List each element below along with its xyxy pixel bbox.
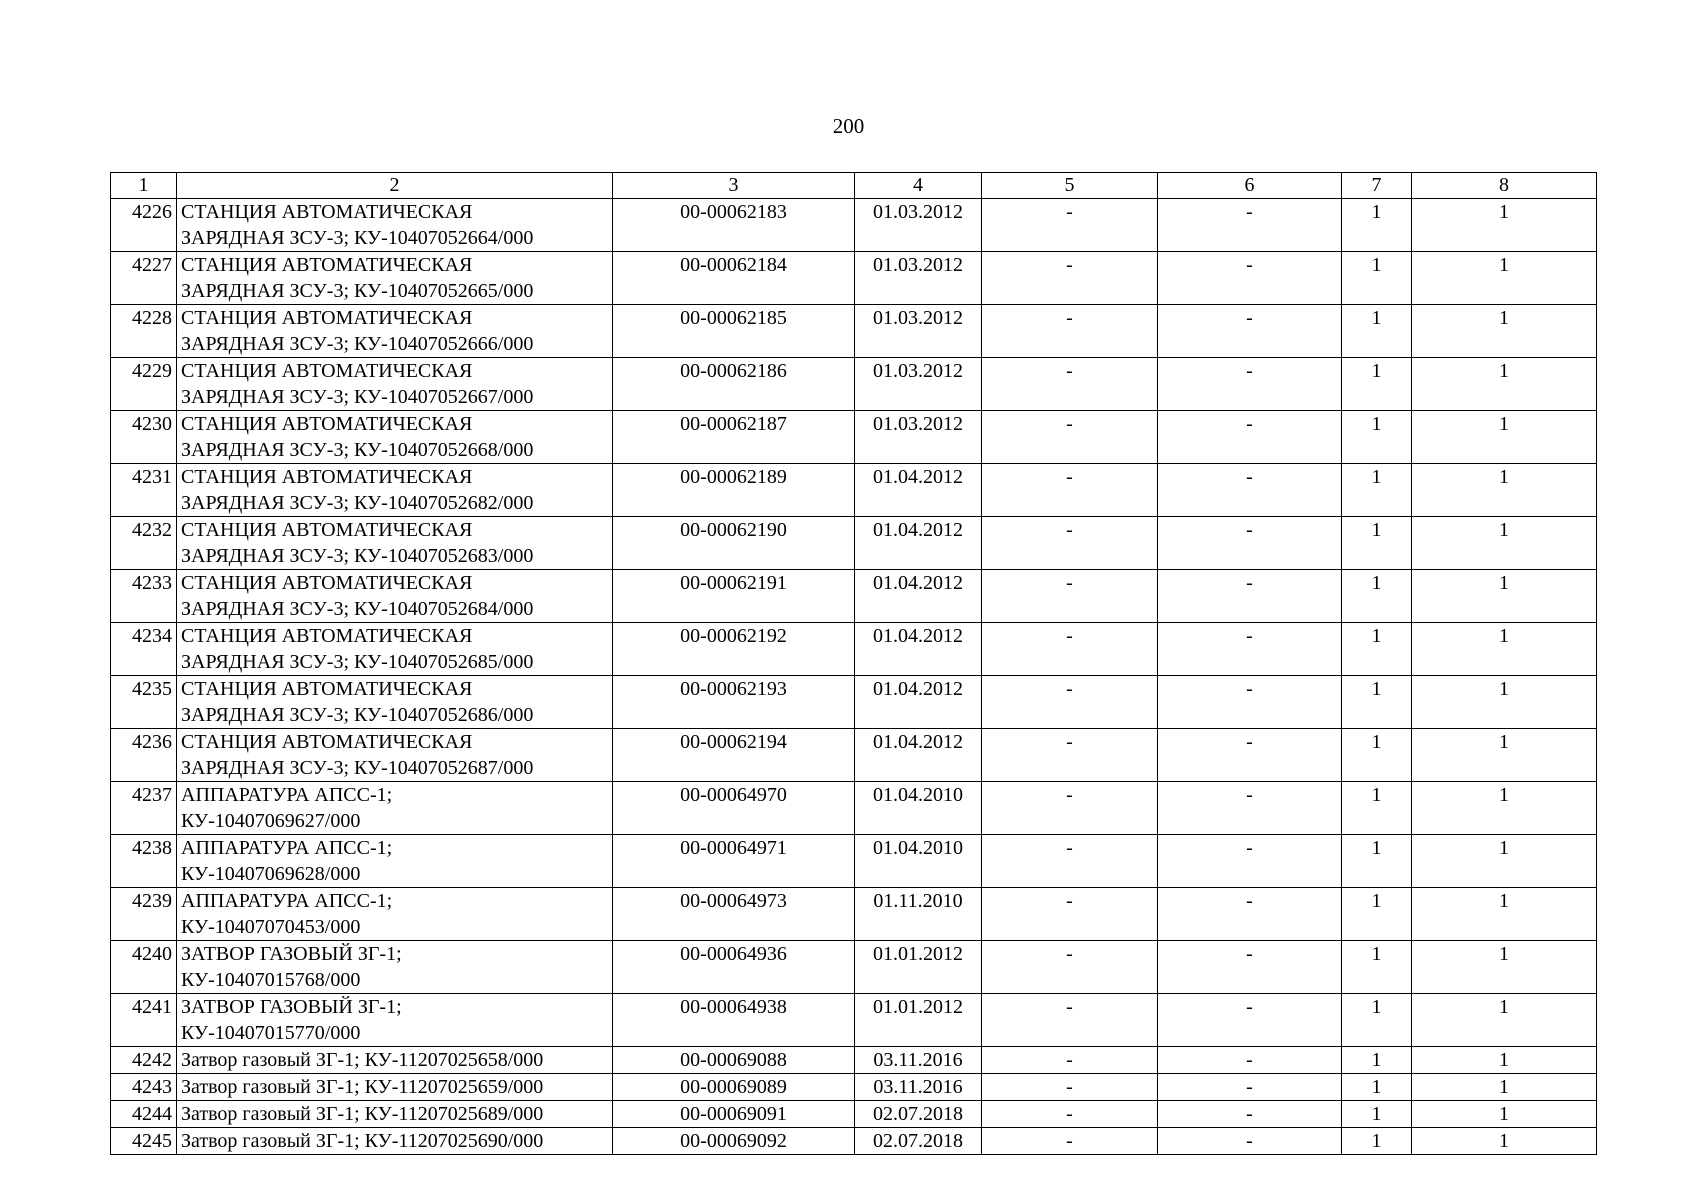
item-name-line: ЗАРЯДНАЯ ЗСУ-3; КУ-10407052668/000	[181, 439, 534, 461]
item-name	[177, 1074, 613, 1101]
row-number: 4233	[111, 570, 177, 623]
column-7-value: 1	[1342, 1128, 1412, 1155]
item-name	[177, 252, 613, 305]
column-5-value: -	[982, 941, 1158, 994]
row-number: 4240	[111, 941, 177, 994]
commission-date: 01.04.2012	[855, 676, 982, 729]
column-header-2: 2	[177, 173, 613, 199]
column-5-value: -	[982, 464, 1158, 517]
column-5-value: -	[982, 729, 1158, 782]
item-name-line: КУ-10407015770/000	[181, 1022, 361, 1044]
column-5-value: -	[982, 676, 1158, 729]
column-8-value: 1	[1412, 199, 1597, 252]
item-name-line: СТАНЦИЯ АВТОМАТИЧЕСКАЯ	[181, 572, 473, 594]
inventory-code: 00-00062192	[613, 623, 855, 676]
column-5-value: -	[982, 517, 1158, 570]
commission-date: 01.04.2012	[855, 570, 982, 623]
row-number: 4229	[111, 358, 177, 411]
column-header-3: 3	[613, 173, 855, 199]
commission-date: 01.04.2010	[855, 835, 982, 888]
item-name-line: СТАНЦИЯ АВТОМАТИЧЕСКАЯ	[181, 678, 473, 700]
column-5-value: -	[982, 411, 1158, 464]
item-name-line: СТАНЦИЯ АВТОМАТИЧЕСКАЯ	[181, 519, 473, 541]
item-name	[177, 1101, 613, 1128]
column-5-value: -	[982, 570, 1158, 623]
column-header-1: 1	[111, 173, 177, 199]
item-name-line: АППАРАТУРА АПСС-1;	[181, 890, 393, 912]
column-7-value: 1	[1342, 252, 1412, 305]
column-8-value: 1	[1412, 1101, 1597, 1128]
column-6-value: -	[1158, 729, 1342, 782]
column-header-5: 5	[982, 173, 1158, 199]
column-7-value: 1	[1342, 411, 1412, 464]
column-6-value: -	[1158, 517, 1342, 570]
column-5-value: -	[982, 358, 1158, 411]
column-7-value: 1	[1342, 729, 1412, 782]
commission-date: 01.03.2012	[855, 252, 982, 305]
column-5-value: -	[982, 252, 1158, 305]
item-name	[177, 464, 613, 517]
column-6-value: -	[1158, 305, 1342, 358]
column-6-value: -	[1158, 199, 1342, 252]
header-row	[111, 173, 1597, 199]
item-name	[177, 517, 613, 570]
column-8-value: 1	[1412, 305, 1597, 358]
commission-date: 01.01.2012	[855, 941, 982, 994]
column-8-value: 1	[1412, 517, 1597, 570]
table-row	[111, 411, 1597, 464]
table-row	[111, 305, 1597, 358]
item-name	[177, 358, 613, 411]
column-6-value: -	[1158, 1128, 1342, 1155]
item-name-line: ЗАТВОР ГАЗОВЫЙ ЗГ-1;	[181, 943, 402, 965]
inventory-code: 00-00069089	[613, 1074, 855, 1101]
column-7-value: 1	[1342, 623, 1412, 676]
table-row	[111, 199, 1597, 252]
column-8-value: 1	[1412, 941, 1597, 994]
column-5-value: -	[982, 1047, 1158, 1074]
inventory-code: 00-00062183	[613, 199, 855, 252]
inventory-code: 00-00062185	[613, 305, 855, 358]
row-number: 4235	[111, 676, 177, 729]
inventory-code: 00-00064938	[613, 994, 855, 1047]
commission-date: 01.11.2010	[855, 888, 982, 941]
row-number: 4236	[111, 729, 177, 782]
item-name-line: ЗАРЯДНАЯ ЗСУ-3; КУ-10407052684/000	[181, 598, 534, 620]
column-7-value: 1	[1342, 835, 1412, 888]
table-row	[111, 358, 1597, 411]
inventory-code: 00-00062187	[613, 411, 855, 464]
item-name-line: СТАНЦИЯ АВТОМАТИЧЕСКАЯ	[181, 413, 473, 435]
table-row	[111, 252, 1597, 305]
commission-date: 01.03.2012	[855, 358, 982, 411]
table-row	[111, 888, 1597, 941]
commission-date: 01.03.2012	[855, 199, 982, 252]
column-7-value: 1	[1342, 464, 1412, 517]
column-6-value: -	[1158, 994, 1342, 1047]
inventory-code: 00-00062186	[613, 358, 855, 411]
row-number: 4227	[111, 252, 177, 305]
item-name	[177, 729, 613, 782]
item-name-line: ЗАТВОР ГАЗОВЫЙ ЗГ-1;	[181, 996, 402, 1018]
column-8-value: 1	[1412, 888, 1597, 941]
column-5-value: -	[982, 623, 1158, 676]
column-6-value: -	[1158, 941, 1342, 994]
column-7-value: 1	[1342, 888, 1412, 941]
item-name	[177, 623, 613, 676]
column-5-value: -	[982, 305, 1158, 358]
item-name	[177, 305, 613, 358]
inventory-code: 00-00062193	[613, 676, 855, 729]
column-7-value: 1	[1342, 994, 1412, 1047]
item-name-line: ЗАРЯДНАЯ ЗСУ-3; КУ-10407052664/000	[181, 227, 534, 249]
commission-date: 01.04.2012	[855, 517, 982, 570]
table-row	[111, 570, 1597, 623]
column-7-value: 1	[1342, 358, 1412, 411]
column-header-6: 6	[1158, 173, 1342, 199]
item-name	[177, 941, 613, 994]
column-6-value: -	[1158, 888, 1342, 941]
column-6-value: -	[1158, 782, 1342, 835]
table-header	[111, 173, 1597, 199]
column-6-value: -	[1158, 623, 1342, 676]
column-5-value: -	[982, 199, 1158, 252]
row-number: 4243	[111, 1074, 177, 1101]
column-8-value: 1	[1412, 1074, 1597, 1101]
item-name-line: ЗАРЯДНАЯ ЗСУ-3; КУ-10407052683/000	[181, 545, 534, 567]
row-number: 4228	[111, 305, 177, 358]
row-number: 4237	[111, 782, 177, 835]
column-6-value: -	[1158, 570, 1342, 623]
column-7-value: 1	[1342, 1101, 1412, 1128]
item-name	[177, 199, 613, 252]
column-6-value: -	[1158, 464, 1342, 517]
column-7-value: 1	[1342, 570, 1412, 623]
item-name-line: СТАНЦИЯ АВТОМАТИЧЕСКАЯ	[181, 625, 473, 647]
row-number: 4245	[111, 1128, 177, 1155]
column-6-value: -	[1158, 1074, 1342, 1101]
table-row	[111, 1128, 1597, 1155]
item-name	[177, 1047, 613, 1074]
column-7-value: 1	[1342, 305, 1412, 358]
column-8-value: 1	[1412, 252, 1597, 305]
commission-date: 01.04.2012	[855, 729, 982, 782]
column-7-value: 1	[1342, 941, 1412, 994]
table-row	[111, 835, 1597, 888]
column-5-value: -	[982, 1101, 1158, 1128]
column-8-value: 1	[1412, 570, 1597, 623]
item-name-line: СТАНЦИЯ АВТОМАТИЧЕСКАЯ	[181, 466, 473, 488]
inventory-code: 00-00064971	[613, 835, 855, 888]
item-name-line: Затвор газовый ЗГ-1; КУ-11207025659/000	[181, 1076, 544, 1098]
item-name	[177, 1128, 613, 1155]
column-5-value: -	[982, 888, 1158, 941]
item-name-line: ЗАРЯДНАЯ ЗСУ-3; КУ-10407052685/000	[181, 651, 534, 673]
column-7-value: 1	[1342, 782, 1412, 835]
column-header-8: 8	[1412, 173, 1597, 199]
item-name-line: КУ-10407069627/000	[181, 810, 361, 832]
column-6-value: -	[1158, 358, 1342, 411]
item-name-line: Затвор газовый ЗГ-1; КУ-11207025658/000	[181, 1049, 544, 1071]
commission-date: 02.07.2018	[855, 1101, 982, 1128]
column-8-value: 1	[1412, 676, 1597, 729]
column-5-value: -	[982, 1128, 1158, 1155]
column-5-value: -	[982, 835, 1158, 888]
commission-date: 03.11.2016	[855, 1074, 982, 1101]
table-row	[111, 1101, 1597, 1128]
column-6-value: -	[1158, 676, 1342, 729]
table-row	[111, 1074, 1597, 1101]
row-number: 4244	[111, 1101, 177, 1128]
row-number: 4226	[111, 199, 177, 252]
column-6-value: -	[1158, 1047, 1342, 1074]
column-5-value: -	[982, 994, 1158, 1047]
inventory-code: 00-00069088	[613, 1047, 855, 1074]
row-number: 4242	[111, 1047, 177, 1074]
item-name	[177, 888, 613, 941]
table-row	[111, 1047, 1597, 1074]
item-name-line: СТАНЦИЯ АВТОМАТИЧЕСКАЯ	[181, 360, 473, 382]
item-name	[177, 994, 613, 1047]
register-table	[110, 172, 1597, 1155]
table-row	[111, 994, 1597, 1047]
table-row	[111, 729, 1597, 782]
inventory-code: 00-00062189	[613, 464, 855, 517]
column-7-value: 1	[1342, 199, 1412, 252]
inventory-code: 00-00069091	[613, 1101, 855, 1128]
page-number: 200	[832, 114, 865, 138]
table-row	[111, 941, 1597, 994]
table-body	[111, 199, 1597, 1155]
commission-date: 01.04.2012	[855, 623, 982, 676]
item-name-line: ЗАРЯДНАЯ ЗСУ-3; КУ-10407052682/000	[181, 492, 534, 514]
item-name-line: СТАНЦИЯ АВТОМАТИЧЕСКАЯ	[181, 307, 473, 329]
item-name-line: ЗАРЯДНАЯ ЗСУ-3; КУ-10407052666/000	[181, 333, 534, 355]
item-name-line: АППАРАТУРА АПСС-1;	[181, 784, 393, 806]
column-8-value: 1	[1412, 1047, 1597, 1074]
item-name-line: ЗАРЯДНАЯ ЗСУ-3; КУ-10407052665/000	[181, 280, 534, 302]
column-7-value: 1	[1342, 676, 1412, 729]
row-number: 4230	[111, 411, 177, 464]
commission-date: 03.11.2016	[855, 1047, 982, 1074]
table-row	[111, 623, 1597, 676]
item-name-line: ЗАРЯДНАЯ ЗСУ-3; КУ-10407052686/000	[181, 704, 534, 726]
column-8-value: 1	[1412, 1128, 1597, 1155]
commission-date: 01.01.2012	[855, 994, 982, 1047]
inventory-code: 00-00062194	[613, 729, 855, 782]
column-8-value: 1	[1412, 729, 1597, 782]
row-number: 4241	[111, 994, 177, 1047]
item-name-line: КУ-10407015768/000	[181, 969, 361, 991]
column-8-value: 1	[1412, 411, 1597, 464]
table-row	[111, 782, 1597, 835]
inventory-code: 00-00062191	[613, 570, 855, 623]
row-number: 4232	[111, 517, 177, 570]
item-name	[177, 782, 613, 835]
item-name-line: КУ-10407069628/000	[181, 863, 361, 885]
column-7-value: 1	[1342, 517, 1412, 570]
column-8-value: 1	[1412, 464, 1597, 517]
column-8-value: 1	[1412, 835, 1597, 888]
column-5-value: -	[982, 782, 1158, 835]
row-number: 4231	[111, 464, 177, 517]
row-number: 4234	[111, 623, 177, 676]
item-name-line: АППАРАТУРА АПСС-1;	[181, 837, 393, 859]
column-8-value: 1	[1412, 994, 1597, 1047]
column-7-value: 1	[1342, 1047, 1412, 1074]
table-row	[111, 676, 1597, 729]
column-6-value: -	[1158, 1101, 1342, 1128]
column-header-4: 4	[855, 173, 982, 199]
inventory-code: 00-00064970	[613, 782, 855, 835]
item-name-line: Затвор газовый ЗГ-1; КУ-11207025689/000	[181, 1103, 544, 1125]
commission-date: 01.03.2012	[855, 305, 982, 358]
item-name-line: КУ-10407070453/000	[181, 916, 361, 938]
column-8-value: 1	[1412, 358, 1597, 411]
row-number: 4238	[111, 835, 177, 888]
inventory-code: 00-00062190	[613, 517, 855, 570]
column-5-value: -	[982, 1074, 1158, 1101]
commission-date: 01.03.2012	[855, 411, 982, 464]
inventory-code: 00-00062184	[613, 252, 855, 305]
item-name-line: СТАНЦИЯ АВТОМАТИЧЕСКАЯ	[181, 254, 473, 276]
inventory-code: 00-00064973	[613, 888, 855, 941]
item-name	[177, 570, 613, 623]
commission-date: 01.04.2012	[855, 464, 982, 517]
item-name-line: СТАНЦИЯ АВТОМАТИЧЕСКАЯ	[181, 731, 473, 753]
item-name	[177, 835, 613, 888]
column-6-value: -	[1158, 411, 1342, 464]
row-number: 4239	[111, 888, 177, 941]
table-row	[111, 517, 1597, 570]
column-header-7: 7	[1342, 173, 1412, 199]
commission-date: 01.04.2010	[855, 782, 982, 835]
column-8-value: 1	[1412, 623, 1597, 676]
table-row	[111, 464, 1597, 517]
item-name-line: ЗАРЯДНАЯ ЗСУ-3; КУ-10407052687/000	[181, 757, 534, 779]
inventory-code: 00-00064936	[613, 941, 855, 994]
item-name-line: Затвор газовый ЗГ-1; КУ-11207025690/000	[181, 1130, 544, 1152]
inventory-code: 00-00069092	[613, 1128, 855, 1155]
item-name	[177, 676, 613, 729]
item-name-line: ЗАРЯДНАЯ ЗСУ-3; КУ-10407052667/000	[181, 386, 534, 408]
column-8-value: 1	[1412, 782, 1597, 835]
item-name-line: СТАНЦИЯ АВТОМАТИЧЕСКАЯ	[181, 201, 473, 223]
column-6-value: -	[1158, 252, 1342, 305]
item-name	[177, 411, 613, 464]
column-6-value: -	[1158, 835, 1342, 888]
commission-date: 02.07.2018	[855, 1128, 982, 1155]
column-7-value: 1	[1342, 1074, 1412, 1101]
